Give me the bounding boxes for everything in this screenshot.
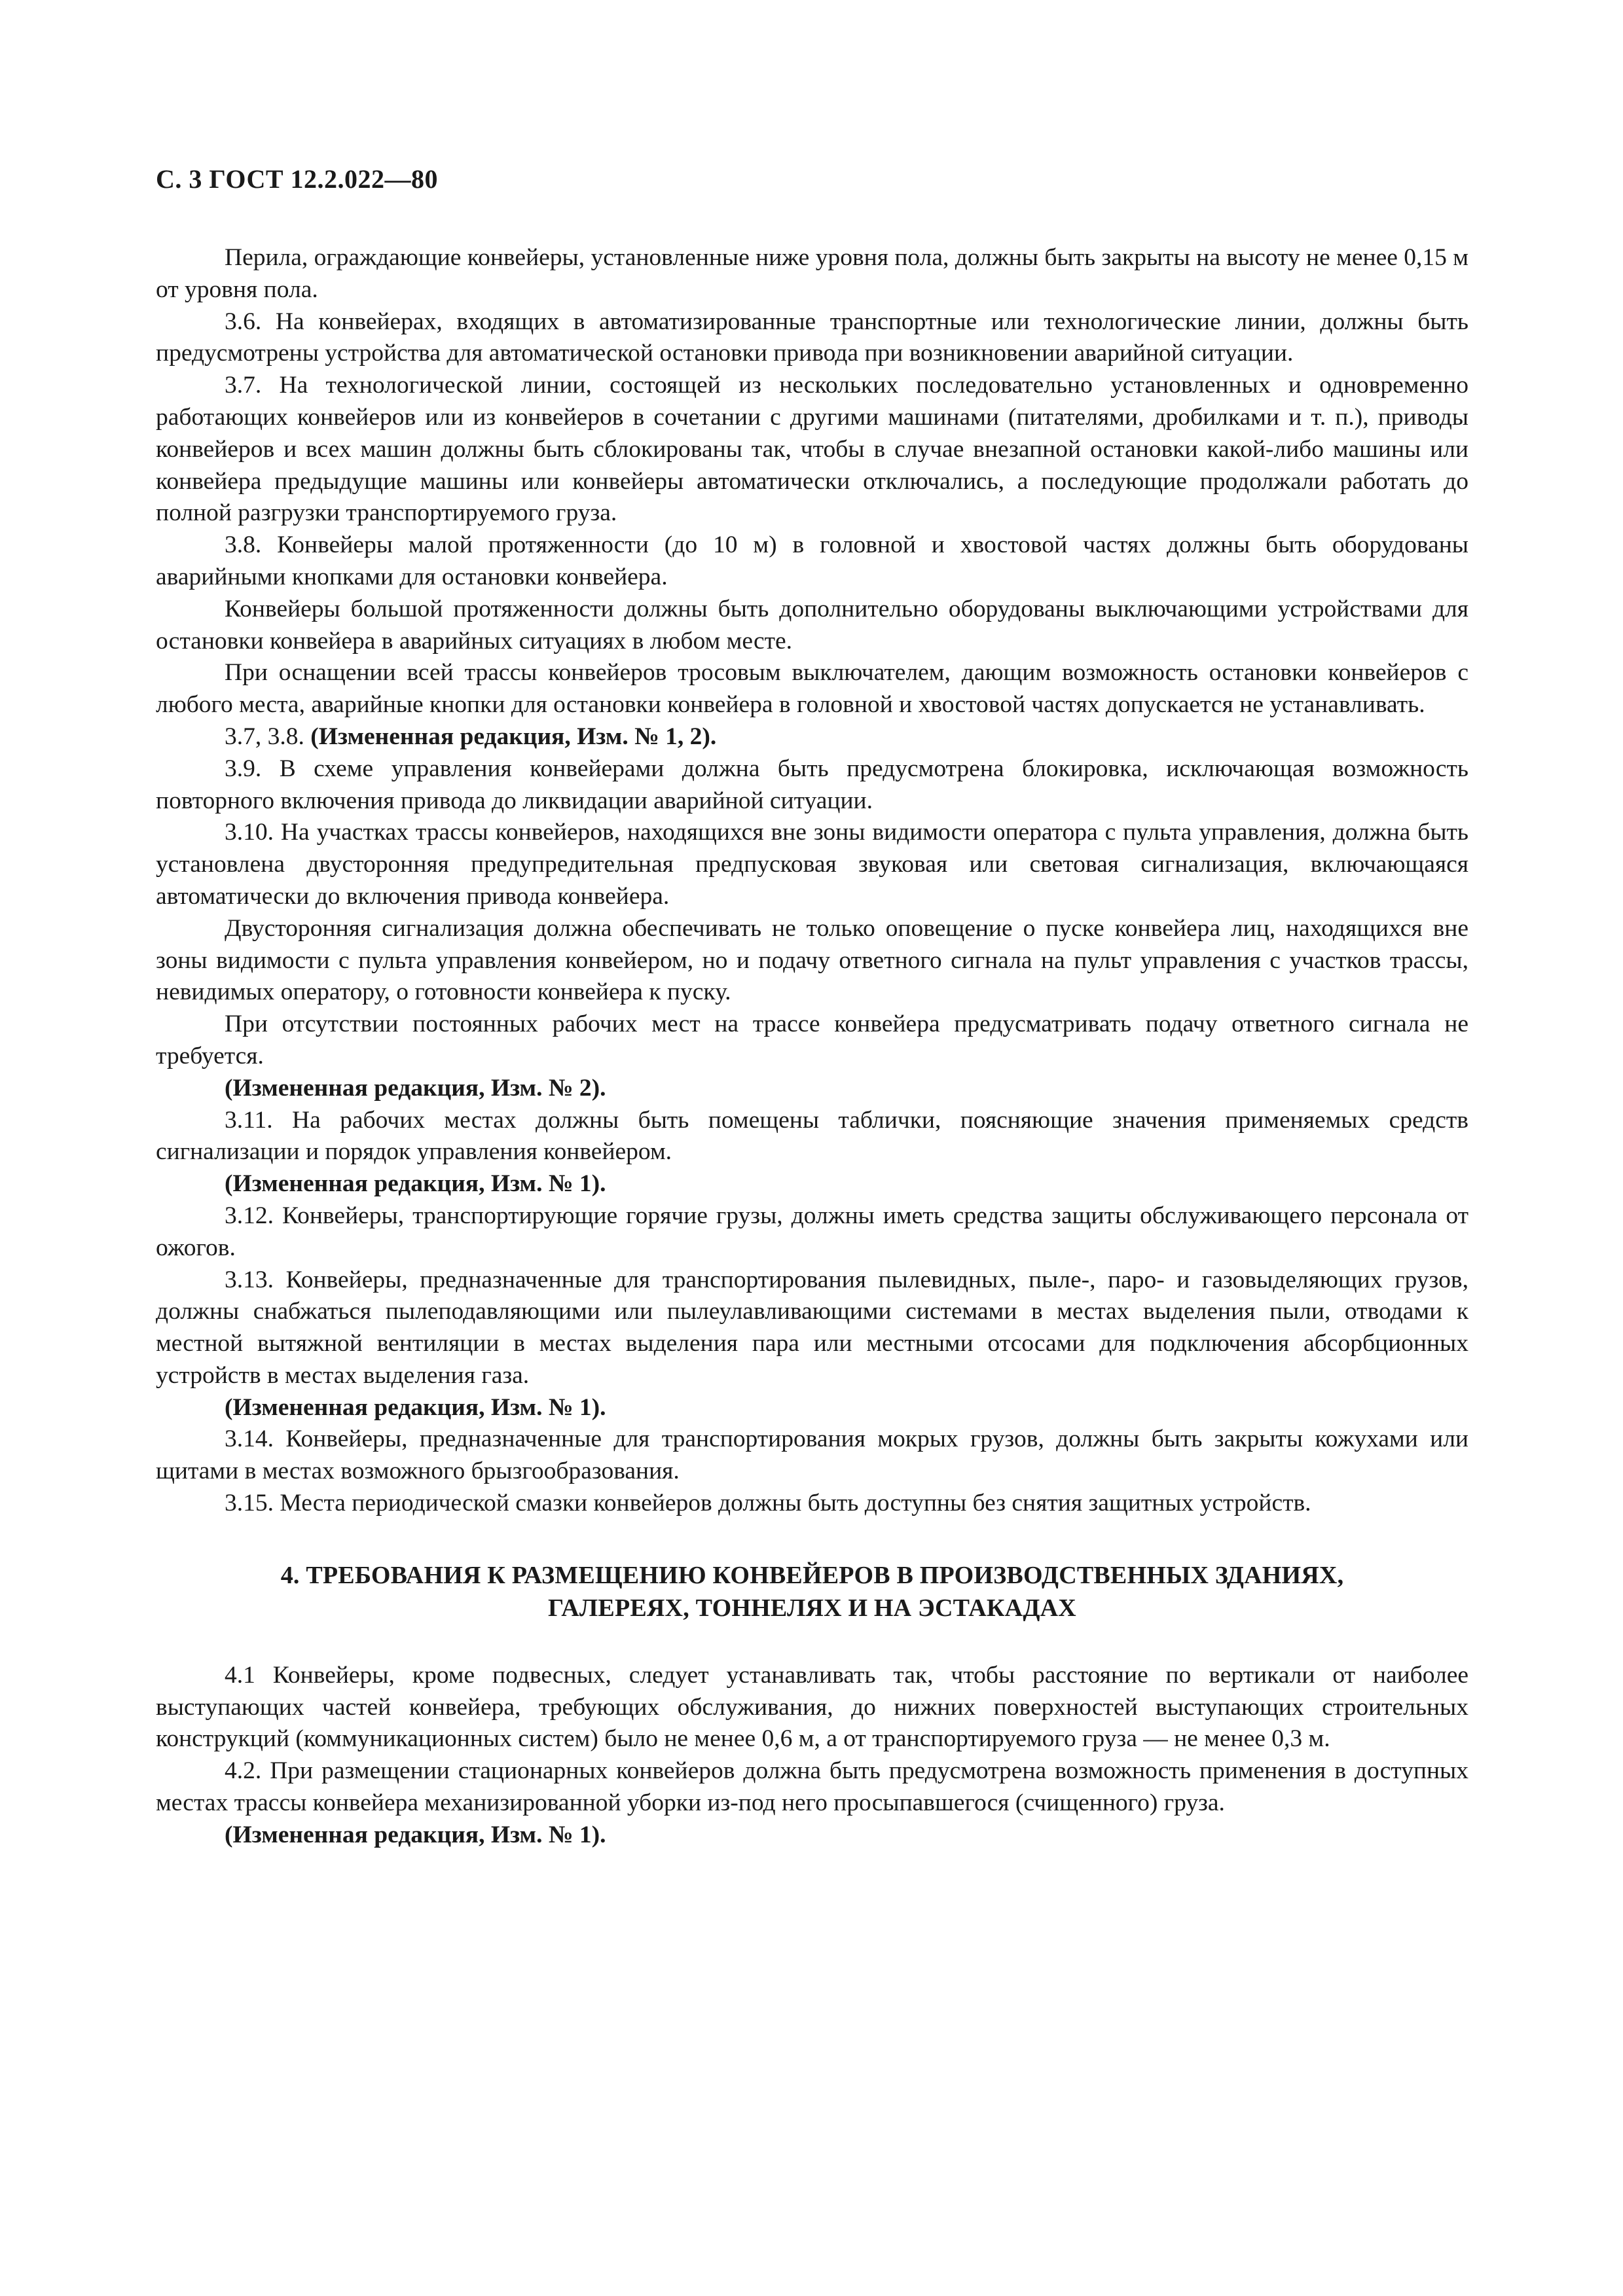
paragraph-3-14: 3.14. Конвейеры, предназначенные для транспортирования мокрых грузов, должны быть закрыты кожухами или щитами в местах возможного брызгообразования. xyxy=(156,1426,1468,1485)
paragraph-3-10: 3.10. На участках трассы конвейеров, находящихся вне зоны видимости оператора с пульта управления, должна быть установлена двусторонняя предупредительная предпусковая звуковая или световая сигнализация, включающаяся автоматически до включения привода конвейера. xyxy=(156,819,1468,910)
amendment-note: (Измененная редакция, Изм. № 1). xyxy=(225,1821,606,1848)
paragraph-3-12: 3.12. Конвейеры, транспортирующие горячие грузы, должны иметь средства защиты обслуживающего персонала от ожогов. xyxy=(156,1202,1468,1261)
amendment-note-3-7-3-8 xyxy=(156,721,1468,753)
paragraph-3-8-long: Конвейеры большой протяженности должны быть дополнительно оборудованы выключающими устройствами для остановки конвейера в аварийных ситуациях в любом месте. xyxy=(156,595,1468,655)
amendment-prefix: 3.7, 3.8. xyxy=(225,723,311,750)
amendment-note: (Измененная редакция, Изм. № 1). xyxy=(225,1393,606,1421)
paragraph-3-10-two-way: Двусторонняя сигнализация должна обеспечивать не только оповещение о пуске конвейера лиц, находящихся вне зоны видимости с пульта управления конвейером, но и подачу ответного сигнала на пульт управления с участков трассы, невидимых оператору, о готовности конвейера к пуску. xyxy=(156,914,1468,1006)
section-title-line: 4. ТРЕБОВАНИЯ К РАЗМЕЩЕНИЮ КОНВЕЙЕРОВ В ПРОИЗВОДСТВЕННЫХ ЗДАНИЯХ, xyxy=(280,1561,1344,1589)
paragraph-3-11: 3.11. На рабочих местах должны быть помещены таблички, поясняющие значения применяемых средств сигнализации и порядок управления конвейером. xyxy=(156,1106,1468,1166)
amendment-text: (Измененная редакция, Изм. № 1, 2). xyxy=(310,723,717,750)
paragraph-3-10-no-workplaces: При отсутствии постоянных рабочих мест на трассе конвейера предусматривать подачу ответного сигнала не требуется. xyxy=(156,1011,1468,1069)
page-header: С. 3 ГОСТ 12.2.022—80 xyxy=(156,164,439,194)
paragraph-3-6: 3.6. На конвейерах, входящих в автоматизированные транспортные или технологические линии, должны быть предусмотрены устройства для автоматической остановки привода при возникновении аварийной ситуации. xyxy=(156,308,1468,367)
section-4-title xyxy=(156,1559,1468,1624)
section-title-line: ГАЛЕРЕЯХ, ТОННЕЛЯХ И НА ЭСТАКАДАХ xyxy=(548,1594,1076,1622)
paragraph-3-8: 3.8. Конвейеры малой протяженности (до 10 м) в головной и хвостовой частях должны быть оборудованы аварийными кнопками для остановки конвейера. xyxy=(156,531,1468,590)
paragraph-railings: Перила, ограждающие конвейеры, установленные ниже уровня пола, должны быть закрыты на высоту не менее 0,15 м от уровня пола. xyxy=(156,244,1468,303)
amendment-note: (Измененная редакция, Изм. № 2). xyxy=(225,1074,606,1102)
paragraph-3-15: 3.15. Места периодической смазки конвейеров должны быть доступны без снятия защитных устройств. xyxy=(225,1490,1311,1517)
paragraph-3-9: 3.9. В схеме управления конвейерами должна быть предусмотрена блокировка, исключающая возможность повторного включения привода до ликвидации аварийной ситуации. xyxy=(156,755,1468,814)
paragraph-3-7: 3.7. На технологической линии, состоящей из нескольких последовательно установленных и одновременно работающих конвейеров или из конвейеров в сочетании с другими машинами (питателями, дробилками и т. п.), приводы конвейеров и всех машин должны быть сблокированы так, чтобы в случае внезапной остановки какой-либо машины или конвейера предыдущие машины или конвейеры автоматически отключались, а последующие продолжали работать до полной разгрузки транспортируемого груза. xyxy=(156,372,1468,527)
amendment-note: (Измененная редакция, Изм. № 1). xyxy=(225,1170,606,1198)
paragraph-4-1: 4.1 Конвейеры, кроме подвесных, следует устанавливать так, чтобы расстояние по вертикали от наиболее выступающих частей конвейера, требующих обслуживания, до нижних поверхностей выступающих строительных конструкций (коммуникационных систем) было не менее 0,6 м, а от транспортируемого груза — не менее 0,3 м. xyxy=(156,1661,1468,1753)
document-body xyxy=(156,242,1468,1852)
paragraph-3-13: 3.13. Конвейеры, предназначенные для транспортирования пылевидных, пыле-, паро- и газовыделяющих грузов, должны снабжаться пылеподавляющими или пылеулавливающими системами в местах выделения пыли, отводами к местной вытяжной вентиляции в местах выделения пара или местными отсосами для подключения абсорбционных устройств в местах выделения газа. xyxy=(156,1266,1468,1389)
paragraph-3-8-cable: При оснащении всей трассы конвейеров тросовым выключателем, дающим возможность остановки конвейеров с любого места, аварийные кнопки для остановки конвейера в головной и хвостовой частях допускается не устанавливать. xyxy=(156,659,1468,719)
paragraph-4-2: 4.2. При размещении стационарных конвейеров должна быть предусмотрена возможность применения в доступных местах трассы конвейера механизированной уборки из-под него просыпавшегося (счищенного) груза. xyxy=(156,1757,1468,1817)
